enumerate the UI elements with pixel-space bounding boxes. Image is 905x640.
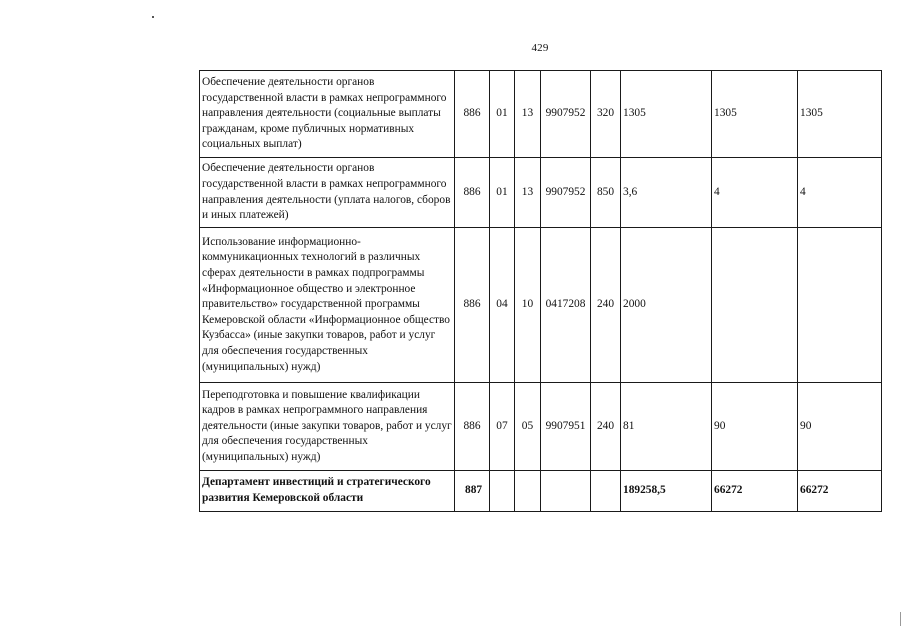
section-code: 01 xyxy=(490,71,515,158)
expense-name: Переподготовка и повышение квалификации кадров в рамках непрограммного направления деятельности (иные закупки товаров, работ и услуг для обеспечения государственных (муниципальных) нужд) xyxy=(200,383,455,471)
department-name: Департамент инвестиций и стратегического развития Кемеровской области xyxy=(200,471,455,512)
subsection-code xyxy=(515,471,541,512)
section-code xyxy=(490,471,515,512)
amount-year-1: 1305 xyxy=(621,71,712,158)
table-row xyxy=(200,383,882,471)
scan-edge-mark xyxy=(900,612,901,626)
page-number: 429 xyxy=(531,42,549,54)
ministry-code: 886 xyxy=(455,228,490,383)
amount-year-3 xyxy=(798,228,882,383)
amount-year-1: 81 xyxy=(621,383,712,471)
expense-type-code: 240 xyxy=(591,383,621,471)
expense-type-code: 850 xyxy=(591,158,621,228)
amount-year-2: 4 xyxy=(712,158,798,228)
section-code: 04 xyxy=(490,228,515,383)
ministry-code: 886 xyxy=(455,383,490,471)
amount-year-3: 90 xyxy=(798,383,882,471)
ministry-code: 886 xyxy=(455,158,490,228)
amount-year-2 xyxy=(712,228,798,383)
expense-name: Использование информационно-коммуникационных технологий в различных сферах деятельности в рамках подпрограммы «Информационное общество и электронное правительство» государственной программы Кемеровской области «Информационное общество Кузбасса» (иные закупки товаров, работ и услуг для обеспечения государственных (муниципальных) нужд) xyxy=(200,228,455,383)
subsection-code: 13 xyxy=(515,158,541,228)
section-code: 01 xyxy=(490,158,515,228)
target-item-code: 0417208 xyxy=(541,228,591,383)
amount-year-2: 66272 xyxy=(712,471,798,512)
subsection-code: 05 xyxy=(515,383,541,471)
budget-table xyxy=(199,70,882,512)
amount-year-2: 1305 xyxy=(712,71,798,158)
expense-name: Обеспечение деятельности органов государственной власти в рамках непрограммного направления деятельности (социальные выплаты гражданам, кроме публичных нормативных социальных выплат) xyxy=(200,71,455,158)
subsection-code: 10 xyxy=(515,228,541,383)
target-item-code: 9907951 xyxy=(541,383,591,471)
amount-year-1: 189258,5 xyxy=(621,471,712,512)
table-row xyxy=(200,158,882,228)
expense-type-code: 320 xyxy=(591,71,621,158)
target-item-code: 9907952 xyxy=(541,71,591,158)
table-row-department-total xyxy=(200,471,882,512)
subsection-code: 13 xyxy=(515,71,541,158)
amount-year-3: 4 xyxy=(798,158,882,228)
amount-year-1: 3,6 xyxy=(621,158,712,228)
ministry-code: 887 xyxy=(455,471,490,512)
ministry-code: 886 xyxy=(455,71,490,158)
target-item-code: 9907952 xyxy=(541,158,591,228)
expense-type-code xyxy=(591,471,621,512)
amount-year-2: 90 xyxy=(712,383,798,471)
table-row xyxy=(200,228,882,383)
scan-speck xyxy=(152,16,154,18)
amount-year-3: 1305 xyxy=(798,71,882,158)
amount-year-3: 66272 xyxy=(798,471,882,512)
expense-name: Обеспечение деятельности органов государственной власти в рамках непрограммного направления деятельности (уплата налогов, сборов и иных платежей) xyxy=(200,158,455,228)
target-item-code xyxy=(541,471,591,512)
table-row xyxy=(200,71,882,158)
expense-type-code: 240 xyxy=(591,228,621,383)
section-code: 07 xyxy=(490,383,515,471)
amount-year-1: 2000 xyxy=(621,228,712,383)
